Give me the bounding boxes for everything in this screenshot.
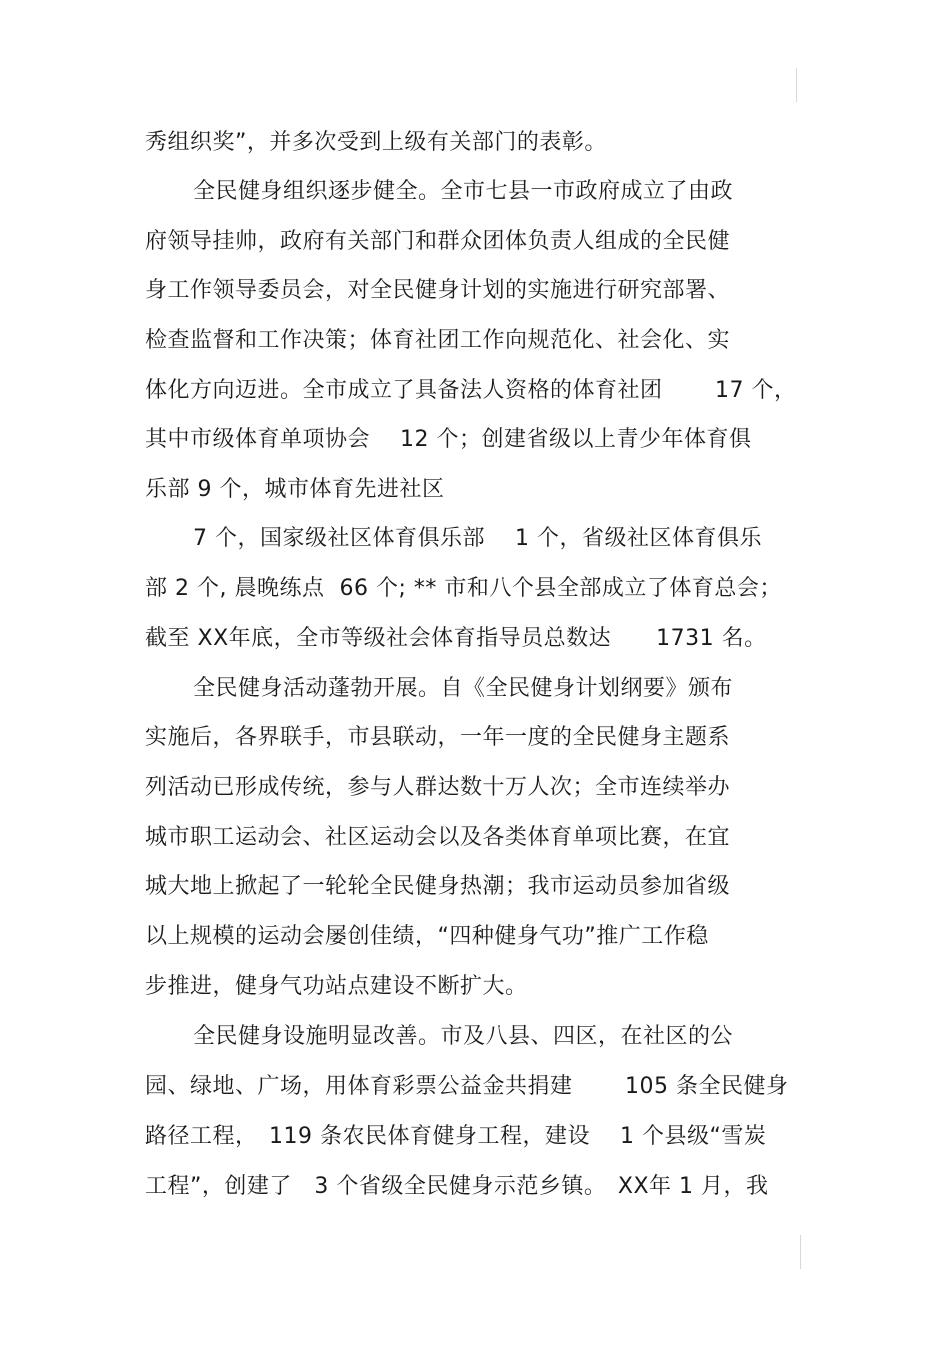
text-line: 体化方向迈进。全市成立了具备法人资格的体育社团 17 个， <box>145 378 797 403</box>
page-edge-mark-bottom <box>800 1235 801 1269</box>
text-line: 园、绿地、广场，用体育彩票公益金共捐建 105 条全民健身 <box>145 1074 789 1099</box>
text-line: 府领导挂帅，政府有关部门和群众团体负责人组成的全民健 <box>145 229 731 254</box>
paragraph-start: 全民健身活动蓬勃开展。自《全民健身计划纲要》颁布 <box>193 676 734 701</box>
text-line: 其中市级体育单项协会 12 个；创建省级以上青少年体育俱 <box>145 427 752 452</box>
text-line: 部 2 个, 晨晚练点 66 个; ** 市和八个县全部成立了体育总会； <box>145 576 782 601</box>
text-line: 身工作领导委员会，对全民健身计划的实施进行研究部署、 <box>145 278 731 303</box>
page-edge-mark-top <box>796 68 797 102</box>
text-line: 截至 XX年底，全市等级社会体育指导员总数达 1731 名。 <box>145 626 767 651</box>
paragraph-start: 全民健身组织逐步健全。全市七县一市政府成立了由政 <box>193 179 734 204</box>
text-line: 秀组织奖”，并多次受到上级有关部门的表彰。 <box>145 130 607 155</box>
text-line: 实施后，各界联手，市县联动，一年一度的全民健身主题系 <box>145 725 731 750</box>
paragraph-start: 全民健身设施明显改善。市及八县、四区，在社区的公 <box>193 1024 734 1049</box>
text-line: 城市职工运动会、社区运动会以及各类体育单项比赛，在宜 <box>145 825 731 850</box>
text-line: 城大地上掀起了一轮轮全民健身热潮；我市运动员参加省级 <box>145 874 731 899</box>
text-line: 乐部 9 个，城市体育先进社区 <box>145 477 445 502</box>
text-line: 列活动已形成传统，参与人群达数十万人次；全市连续举办 <box>145 775 731 800</box>
text-line: 工程”，创建了 3 个省级全民健身示范乡镇。 XX年 1 月，我 <box>145 1174 769 1199</box>
text-line: 以上规模的运动会屡创佳绩，“四种健身气功”推广工作稳 <box>145 924 709 949</box>
text-line: 7 个，国家级社区体育俱乐部 1 个，省级社区体育俱乐 <box>193 526 762 551</box>
text-line: 步推进，健身气功站点建设不断扩大。 <box>145 974 528 999</box>
text-line: 检查监督和工作决策；体育社团工作向规范化、社会化、实 <box>145 328 731 353</box>
text-line: 路径工程， 119 条农民体育健身工程，建设 1 个县级“雪炭 <box>145 1124 767 1149</box>
